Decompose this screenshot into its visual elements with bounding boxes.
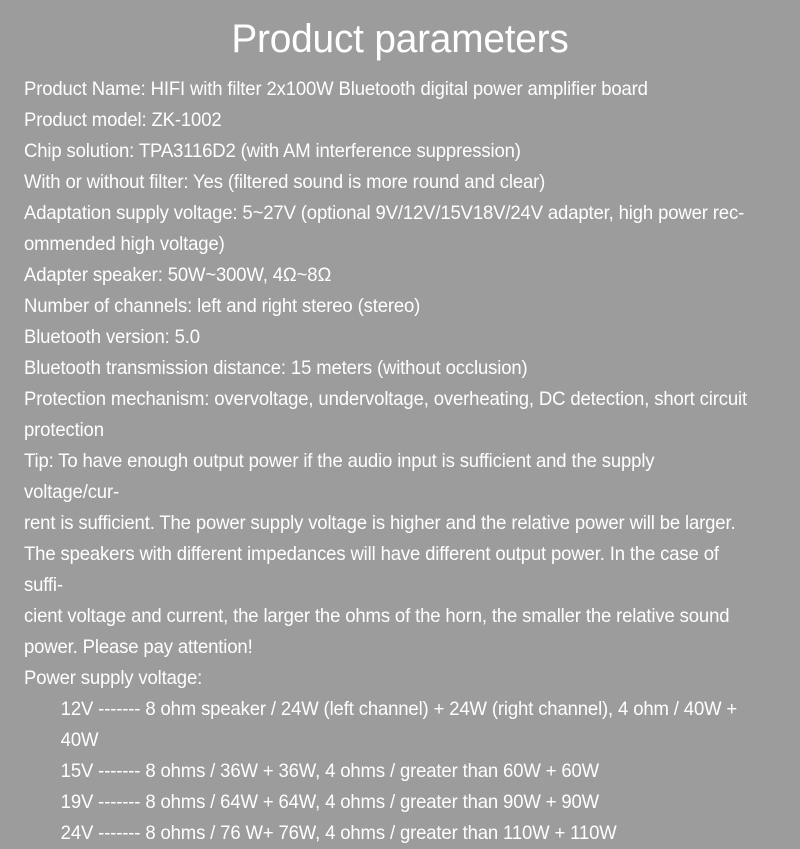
power-supply-voltage-heading: Power supply voltage: xyxy=(24,668,203,689)
spec-line-continuation: The speakers with different impedances will have different output power. In the case of suffi- xyxy=(24,544,724,596)
spec-line: Tip: To have enough output power if the audio input is sufficient and the supply voltage/cur- xyxy=(24,451,660,503)
spec-line-continuation: power. Please pay attention! xyxy=(24,637,253,658)
spec-line-continuation: ommended high voltage) xyxy=(24,234,225,255)
spec-line: Bluetooth version: 5.0 xyxy=(24,327,200,348)
spec-list xyxy=(0,74,800,849)
spec-line: With or without filter: Yes (filtered sound is more round and clear) xyxy=(24,172,546,193)
spec-line: Protection mechanism: overvoltage, undervoltage, overheating, DC detection, short circuit xyxy=(24,389,747,410)
spec-line: Chip solution: TPA3116D2 (with AM interference suppression) xyxy=(24,141,521,162)
spec-line-continuation: cient voltage and current, the larger the ohms of the horn, the smaller the relative sound xyxy=(24,606,730,627)
spec-line: Number of channels: left and right stereo (stereo) xyxy=(24,296,421,317)
spec-line: Adaptation supply voltage: 5~27V (optional 9V/12V/15V18V/24V adapter, high power rec- xyxy=(24,203,745,224)
spec-line-continuation: protection xyxy=(24,420,104,441)
power-supply-row: 15V ------- 8 ohms / 36W + 36W, 4 ohms / greater than 60W + 60W xyxy=(60,761,600,782)
page-title: Product parameters xyxy=(231,17,569,61)
spec-line: Adapter speaker: 50W~300W, 4Ω~8Ω xyxy=(24,265,332,286)
power-supply-row: 12V ------- 8 ohm speaker / 24W (left channel) + 24W (right channel), 4 ohm / 40W + 40W xyxy=(60,699,743,751)
power-supply-row: 24V ------- 8 ohms / 76 W+ 76W, 4 ohms / greater than 110W + 110W xyxy=(60,823,617,844)
spec-line: Product model: ZK-1002 xyxy=(24,110,222,131)
spec-line-continuation: rent is sufficient. The power supply voltage is higher and the relative power will be larger. xyxy=(24,513,736,534)
power-supply-row: 19V ------- 8 ohms / 64W + 64W, 4 ohms / greater than 90W + 90W xyxy=(60,792,600,813)
spec-line: Bluetooth transmission distance: 15 meters (without occlusion) xyxy=(24,358,528,379)
spec-line: Product Name: HIFI with filter 2x100W Bluetooth digital power amplifier board xyxy=(24,79,648,100)
